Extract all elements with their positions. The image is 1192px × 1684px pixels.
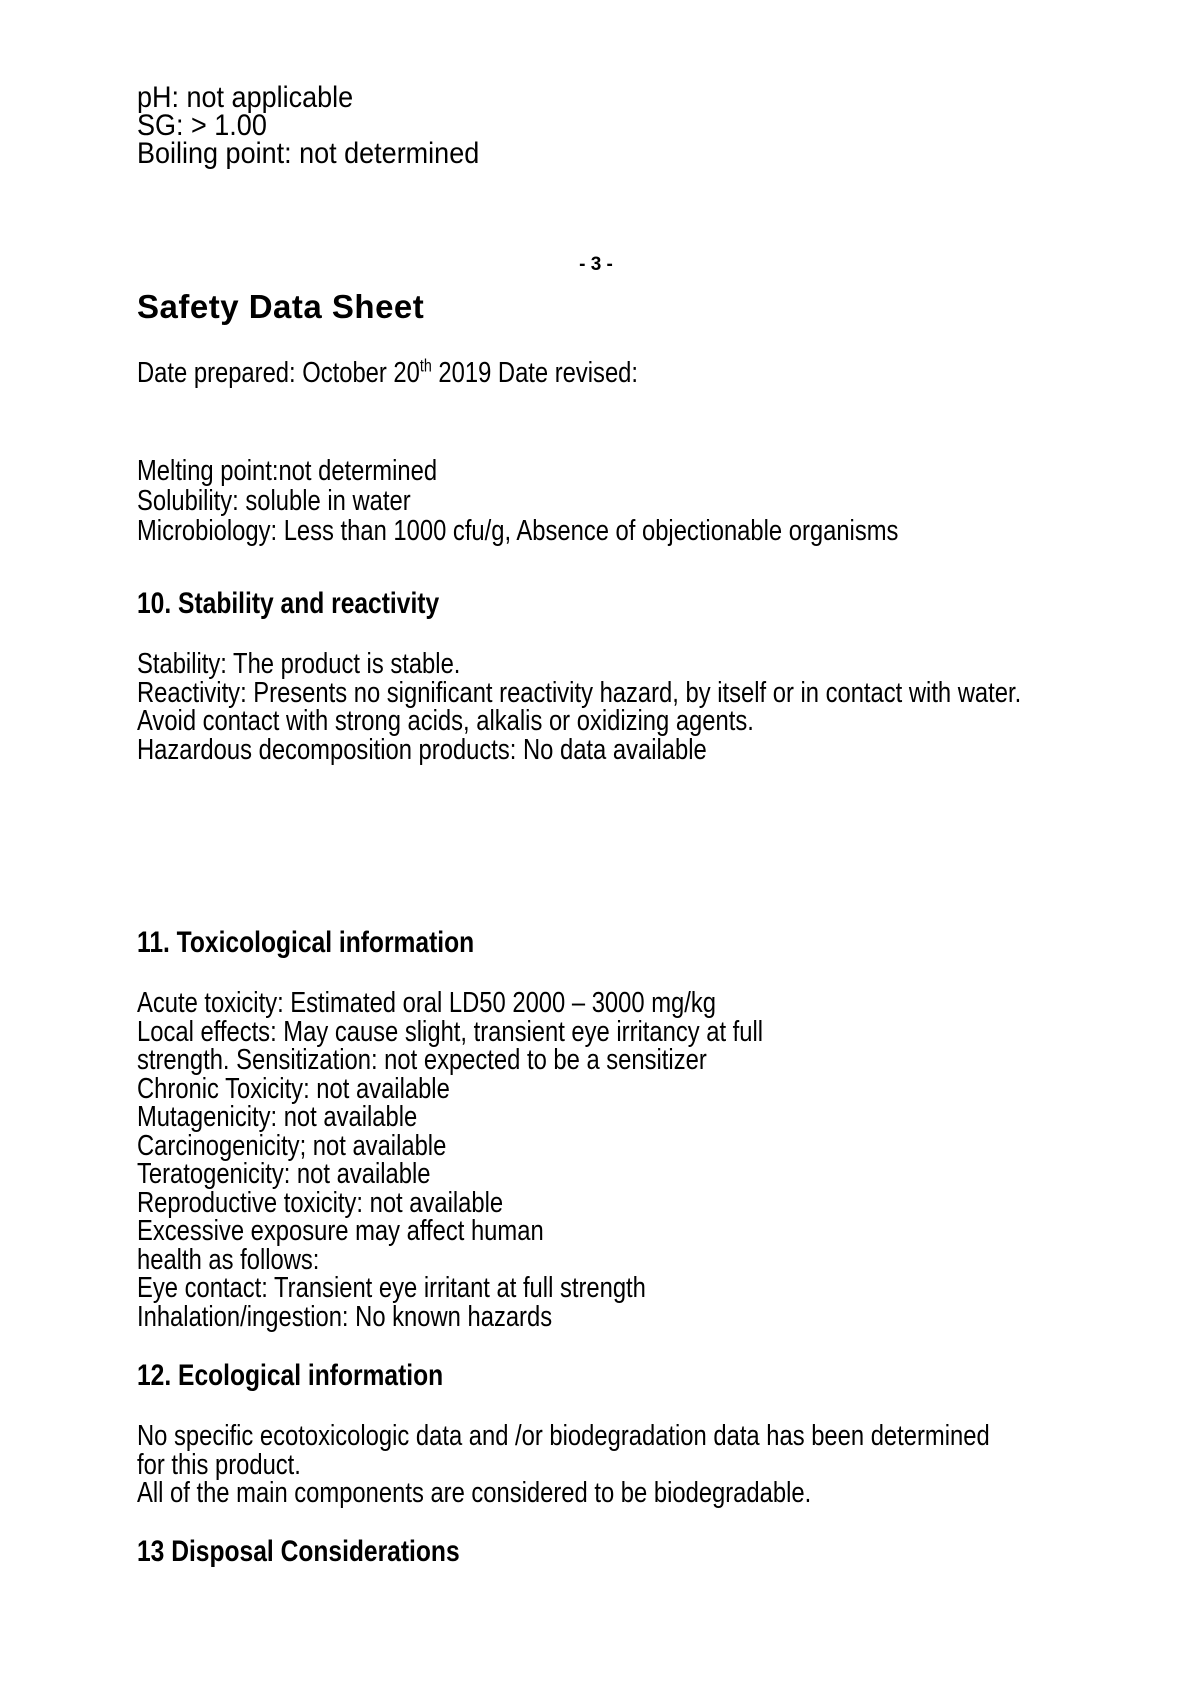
date-prepared-text: Date prepared: October 20 [137,357,420,389]
boiling-point-line: Boiling point: not determined [137,137,480,170]
physical-properties-top-block [137,81,517,170]
date-line [137,355,748,389]
sg-line: SG: > 1.00 [137,109,267,142]
body-line: Mutagenicity: not available [137,1101,418,1133]
page-number: - 3 - [579,254,613,275]
solubility-line: Solubility: soluble in water [137,485,411,517]
section-body-ecological [137,1422,1177,1508]
date-ordinal-superscript: th [419,355,432,376]
body-line: All of the main components are considered to be biodegradable. [137,1477,812,1509]
ph-line: pH: not applicable [137,81,354,114]
body-line: Inhalation/ingestion: No known hazards [137,1300,553,1333]
body-line: for this product. [137,1448,301,1481]
body-line: Eye contact: Transient eye irritant at full strength [137,1272,646,1304]
microbiology-line: Microbiology: Less than 1000 cfu/g, Absence of objectionable organisms [137,515,899,547]
body-line: Stability: The product is stable. [137,648,461,680]
section-heading-ecological: 12. Ecological information [137,1359,444,1392]
body-line: Acute toxicity: Estimated oral LD50 2000 – 3000 mg/kg [137,987,716,1019]
body-line: Excessive exposure may affect human [137,1215,544,1247]
section-heading-stability: 10. Stability and reactivity [137,587,440,620]
physical-properties-more-block [137,456,1066,546]
body-line: Carcinogenicity; not available [137,1129,447,1162]
body-line: strength. Sensitization: not expected to be a sensitizer [137,1044,707,1076]
body-line: Hazardous decomposition products: No data available [137,733,707,766]
body-line: Local effects: May cause slight, transient eye irritancy at full [137,1015,764,1048]
section-body-stability [137,650,1192,764]
section-heading-toxicological: 11. Toxicological information [137,926,475,959]
section-heading-disposal: 13 Disposal Considerations [137,1535,460,1568]
body-line: Chronic Toxicity: not available [137,1072,450,1105]
section-body-toxicological [137,989,901,1331]
melting-point-line: Melting point:not determined [137,455,438,487]
body-line: Reproductive toxicity: not available [137,1186,504,1219]
body-line: Avoid contact with strong acids, alkalis or oxidizing agents. [137,705,754,737]
page-title: Safety Data Sheet [137,288,425,325]
body-line: No specific ecotoxicologic data and /or biodegradation data has been determined [137,1420,990,1452]
body-line: health as follows: [137,1243,320,1276]
body-line: Teratogenicity: not available [137,1158,431,1190]
body-line: Reactivity: Presents no significant reactivity hazard, by itself or in contact with water. [137,676,1022,709]
date-revised-text: 2019 Date revised: [431,357,639,389]
